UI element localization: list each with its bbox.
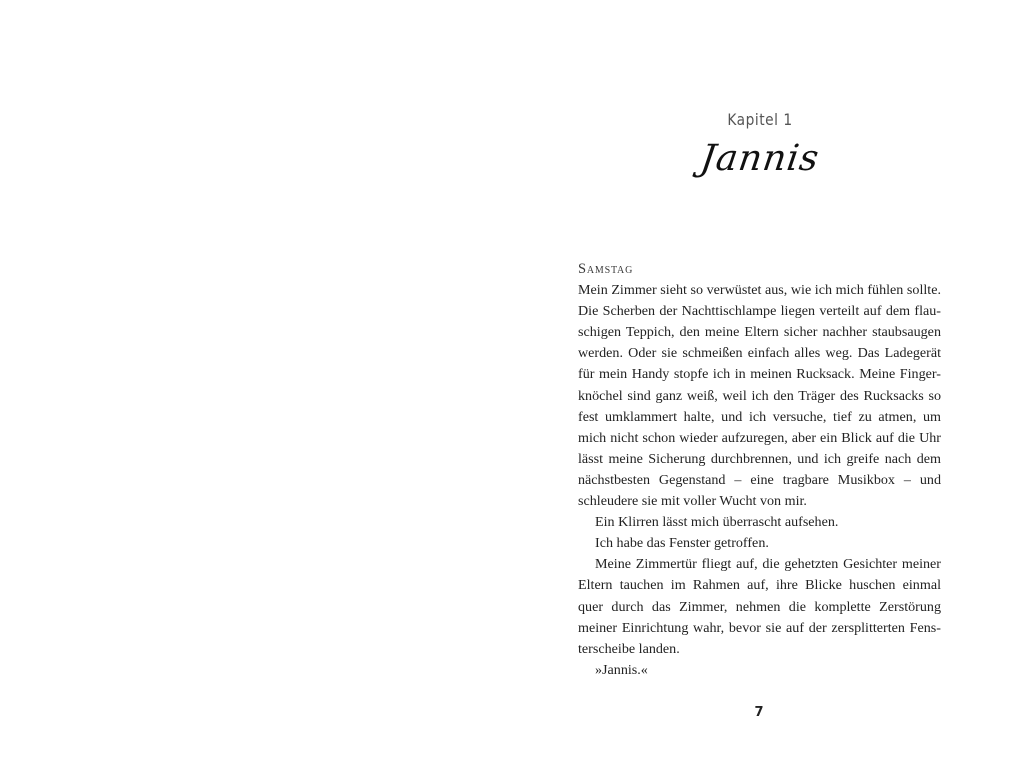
- text-line: Mein Zimmer sieht so verwüstet aus, wie ich mich fühlen sollte.: [578, 282, 941, 299]
- text-line: Meine Zimmertür fliegt auf, die gehetzten Gesichter meiner: [595, 556, 941, 573]
- text-line: Eltern tauchen im Rahmen auf, ihre Blicke huschen einmal: [578, 577, 941, 594]
- text-line: nächstbesten Gegenstand – eine tragbare Musikbox – und: [578, 471, 941, 488]
- chapter-label: Kapitel 1: [727, 110, 793, 129]
- text-line: terscheibe landen.: [578, 640, 680, 657]
- text-line: Ein Klirren lässt mich überrascht aufsehen.: [595, 514, 839, 531]
- chapter-title: Jannis: [697, 138, 823, 179]
- chapter-body-text: [578, 259, 941, 681]
- text-line: quer durch das Zimmer, nehmen die komplette Zerstörung: [578, 598, 941, 615]
- text-line: werden. Oder sie schmeißen einfach alles weg. Das Ladegerät: [578, 345, 941, 362]
- text-line: lässt meine Sicherung durchbrennen, und ich greife nach dem: [578, 450, 941, 467]
- text-line: knöchel sind ganz weiß, weil ich den Träger des Rucksacks so: [578, 387, 941, 404]
- text-line: »Jannis.«: [595, 661, 648, 678]
- text-line: mich nicht schon wieder aufzuregen, aber ein Blick auf die Uhr: [578, 429, 941, 446]
- text-line: schleudere sie mit voller Wucht von mir.: [578, 493, 807, 510]
- text-line: schigen Teppich, den meine Eltern sicher nachher staubsaugen: [578, 324, 941, 341]
- text-line: meiner Einrichtung wahr, bevor sie auf der zersplitterten Fens-: [578, 619, 941, 636]
- text-line: Die Scherben der Nachttischlampe liegen verteilt auf dem flau-: [578, 303, 941, 320]
- day-heading: Samstag: [578, 261, 634, 277]
- text-line: fest umklammert halte, und ich versuche, tief zu atmen, um: [578, 408, 941, 425]
- text-line: Ich habe das Fenster getroffen.: [595, 535, 769, 552]
- text-line: für mein Handy stopfe ich in meinen Rucksack. Meine Finger-: [578, 366, 941, 383]
- page-number: 7: [754, 705, 764, 720]
